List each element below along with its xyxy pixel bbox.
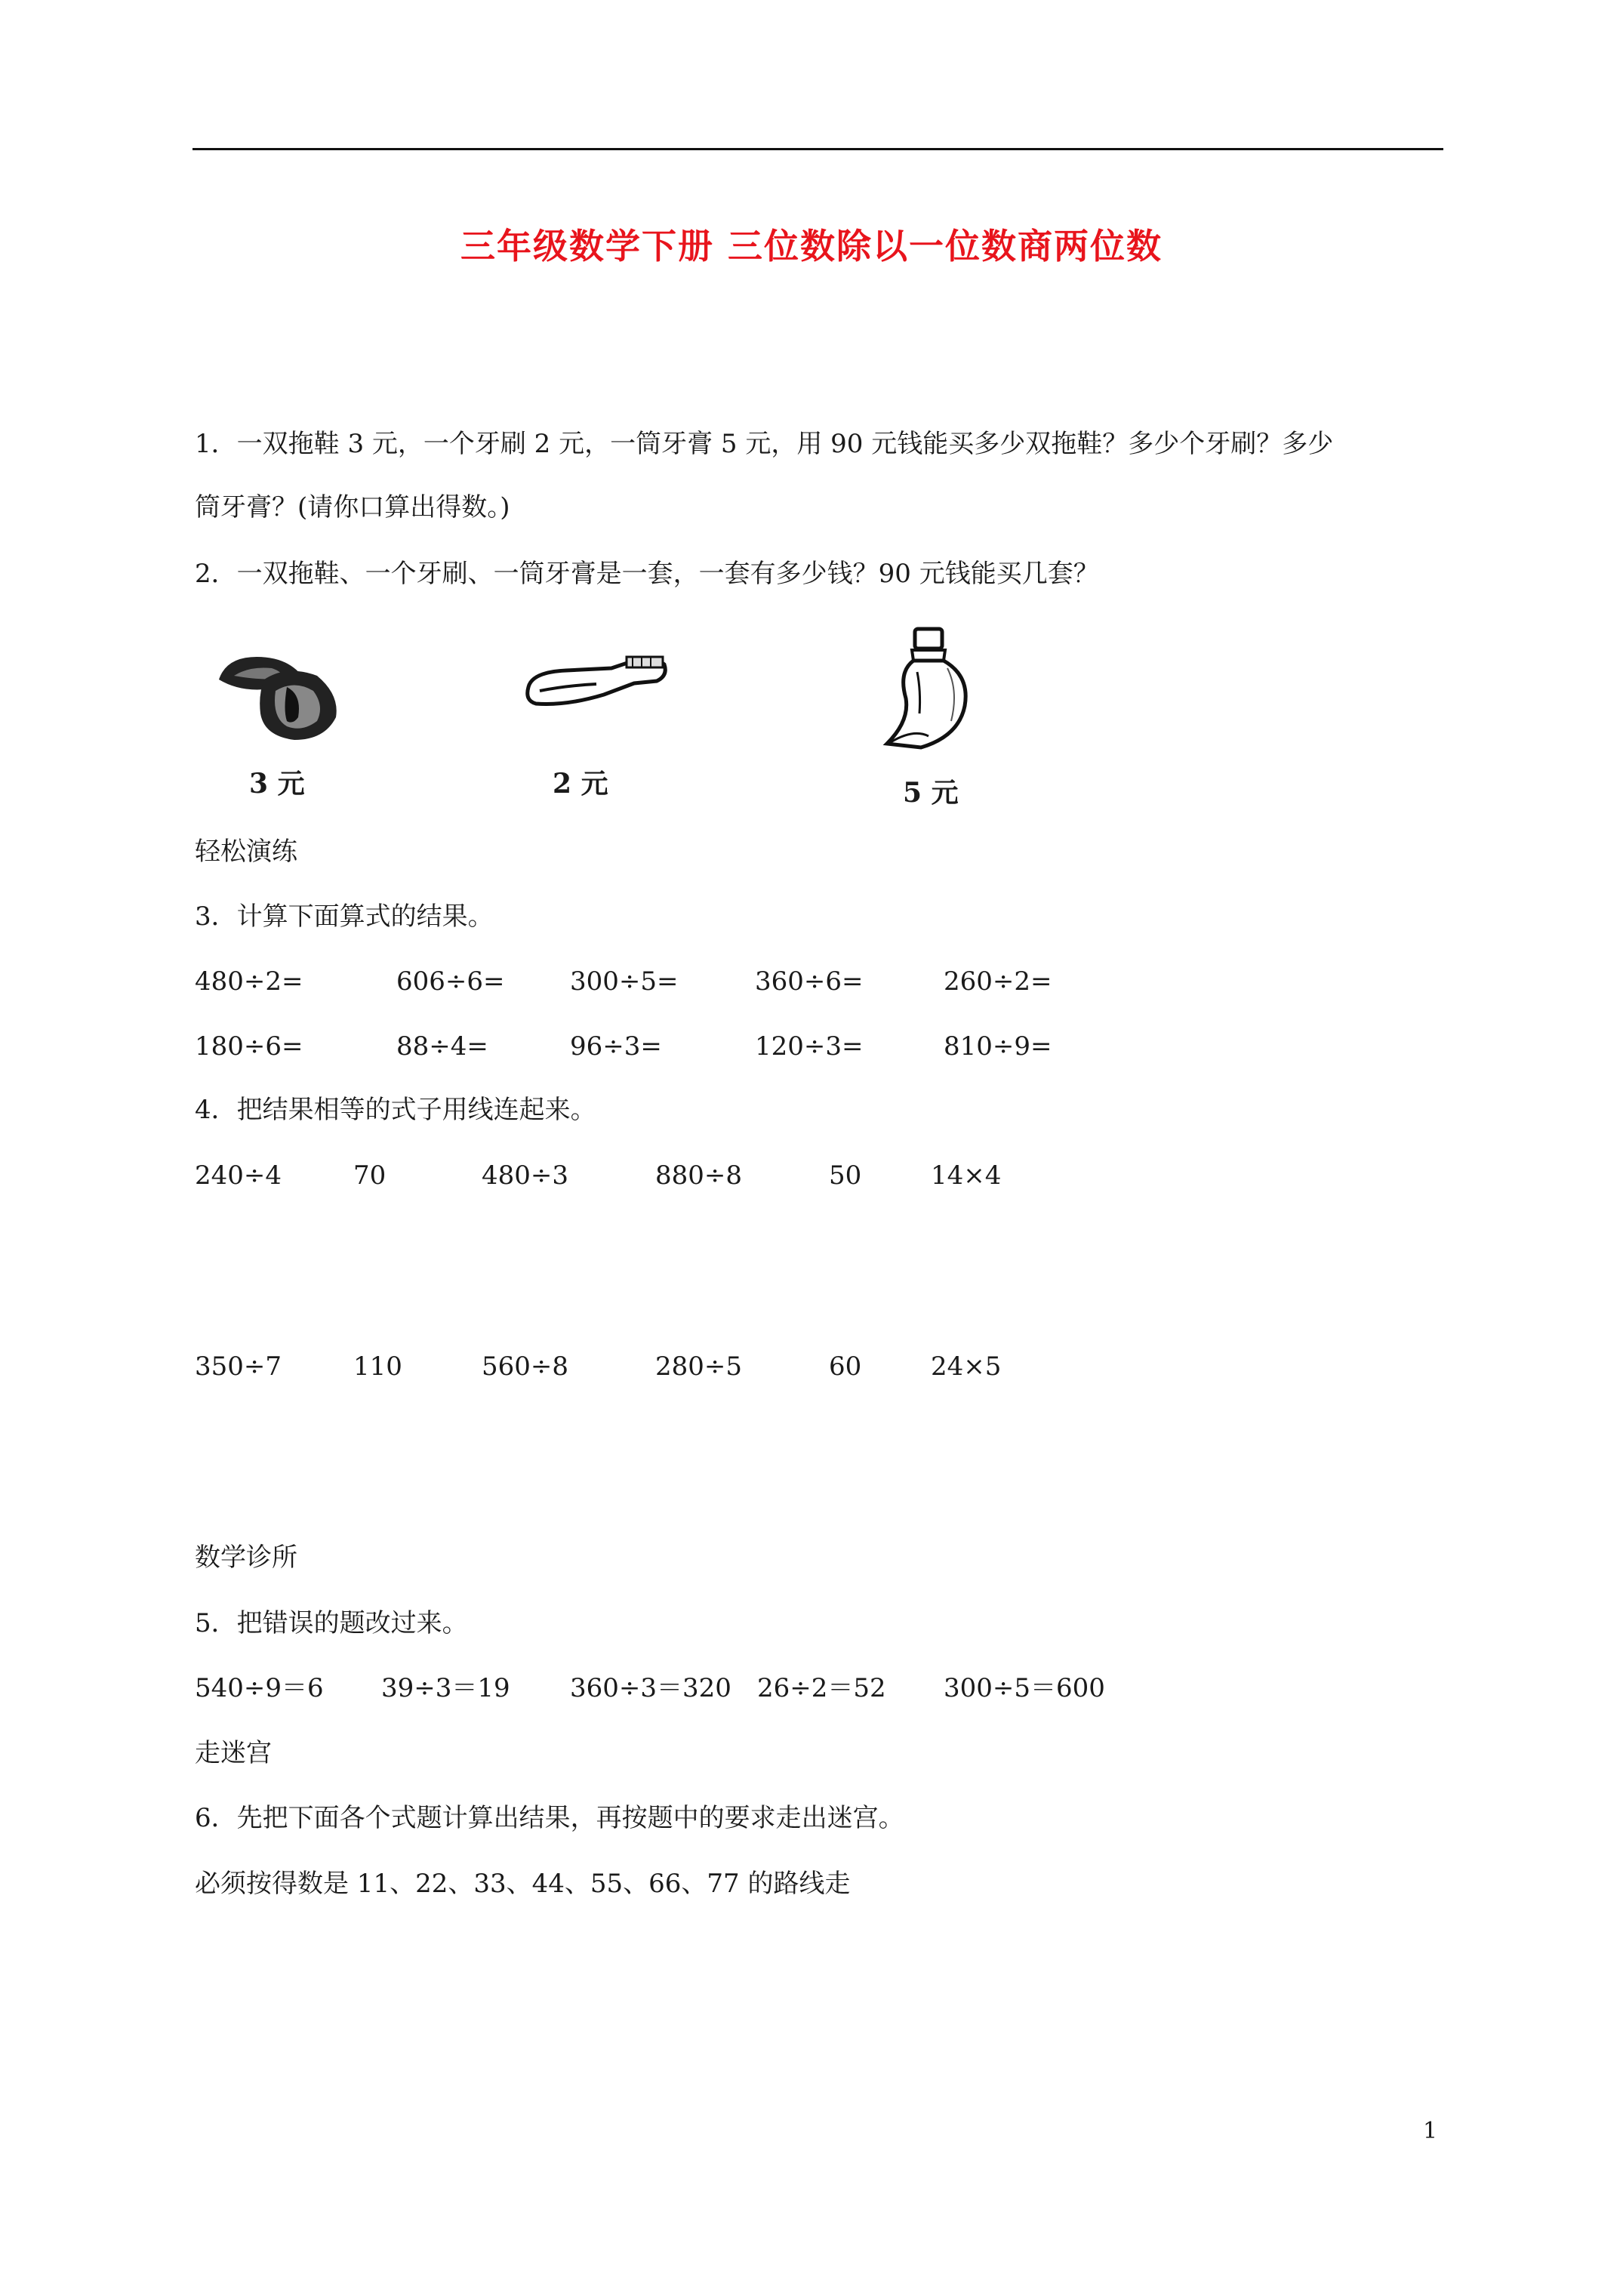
q5-expression: 540÷9＝6 [195,1673,324,1703]
q4-item: 280÷5 [655,1351,743,1382]
q3-expression: 360÷6= [755,966,864,997]
toothbrush-price: 2 元 [553,768,608,800]
q3-expression: 810÷9= [944,1031,1052,1062]
q3-expression: 606÷6= [396,966,505,997]
q3-expression: 120÷3= [755,1031,864,1062]
question-1-line-2: 筒牙膏？(请你口算出得数。) [195,492,510,522]
q4-item: 24×5 [931,1351,1002,1382]
question-1-line-1: 1．一双拖鞋 3 元，一个牙刷 2 元，一筒牙膏 5 元，用 90 元钱能买多少双拖鞋？多少个牙刷？多少 [195,429,1334,459]
q3-expression: 180÷6= [195,1031,303,1062]
q4-item: 350÷7 [195,1351,282,1382]
page-number: 1 [1423,2118,1438,2144]
q4-item: 560÷8 [482,1351,569,1382]
slipper-icon [211,634,347,747]
q5-expression: 39÷3＝19 [381,1673,510,1703]
question-3: 3．计算下面算式的结果。 [195,901,494,932]
question-2: 2．一双拖鞋、一个牙刷、一筒牙膏是一套，一套有多少钱？90 元钱能买几套？ [195,559,1099,589]
q3-expression: 88÷4= [396,1031,488,1062]
q3-expression: 300÷5= [570,966,679,997]
q5-expression: 26÷2＝52 [757,1673,886,1703]
q4-item: 50 [829,1160,862,1191]
q5-expression: 360÷3＝320 [570,1673,731,1703]
q4-item: 480÷3 [482,1160,569,1191]
q4-item: 60 [829,1351,862,1382]
section-math-clinic: 数学诊所 [195,1542,297,1573]
q5-expression: 300÷5＝600 [944,1673,1105,1703]
toothpaste-icon [876,623,981,759]
page-title: 三年级数学下册 三位数除以一位数商两位数 [460,226,1163,267]
section-maze: 走迷宫 [195,1738,272,1768]
toothbrush-icon [521,634,672,717]
q3-expression: 260÷2= [944,966,1052,997]
section-easy-practice: 轻松演练 [195,837,297,867]
slipper-price: 3 元 [249,768,305,800]
q4-item: 14×4 [931,1160,1002,1191]
question-5: 5．把错误的题改过来。 [195,1608,468,1638]
q4-item: 70 [353,1160,387,1191]
q4-item: 240÷4 [195,1160,282,1191]
q4-item: 880÷8 [655,1160,743,1191]
q3-expression: 480÷2= [195,966,303,997]
question-4: 4．把结果相等的式子用线连起来。 [195,1095,596,1125]
question-6: 6．先把下面各个式题计算出结果，再按题中的要求走出迷宫。 [195,1803,904,1833]
question-6-rule: 必须按得数是 11、22、33、44、55、66、77 的路线走 [195,1869,851,1899]
header-rule [192,148,1443,150]
q4-item: 110 [353,1351,402,1382]
toothpaste-price: 5 元 [903,777,959,809]
q3-expression: 96÷3= [570,1031,662,1062]
